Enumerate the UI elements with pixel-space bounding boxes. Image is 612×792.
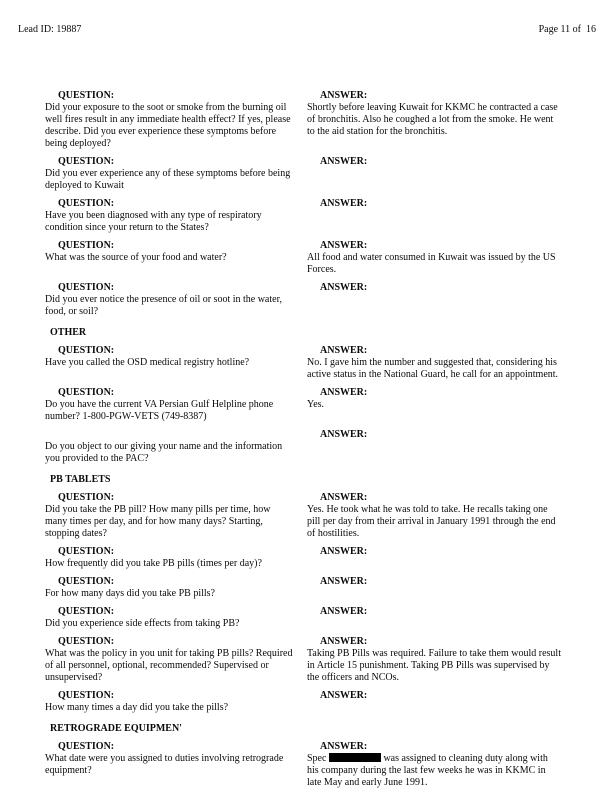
question-label: QUESTION: <box>58 690 115 701</box>
question-label: QUESTION: <box>58 606 115 617</box>
question-cell <box>45 345 295 381</box>
answer-cell <box>307 606 562 630</box>
question-text: How frequently did you take PB pills (times per day)? <box>45 558 262 569</box>
question-cell <box>45 636 295 684</box>
question-text: Did you experience side effects from taking PB? <box>45 618 240 629</box>
question-cell <box>45 282 295 318</box>
answer-text: No. I gave him the number and suggested that, considering his active status in the National Guard, he call for an appointment. <box>307 357 559 380</box>
answer-label: ANSWER: <box>320 282 368 293</box>
question-text: Did you take the PB pill? How many pills per time, how many times per day, and for how many days? Starting, stopping dates? <box>45 504 271 539</box>
answer-label: ANSWER: <box>320 606 368 617</box>
question-text: What date were you assigned to duties involving retrograde equipment? <box>45 753 284 776</box>
answer-label: ANSWER: <box>320 240 368 251</box>
answer-text: Yes. <box>307 399 325 410</box>
qa-row <box>45 606 562 630</box>
answer-label: ANSWER: <box>320 429 368 440</box>
answer-cell <box>307 546 562 570</box>
answer-cell <box>307 636 562 684</box>
answer-cell <box>307 741 562 789</box>
qa-row <box>45 492 562 540</box>
answer-cell <box>307 345 562 381</box>
redaction-bar <box>329 753 381 762</box>
section-heading: PB TABLETS <box>50 474 111 485</box>
question-text: Did you ever experience any of these symptoms before being deployed to Kuwait <box>45 168 291 191</box>
answer-cell <box>307 240 562 276</box>
lead-id: Lead ID: 19887 <box>18 24 82 35</box>
question-text: How many times a day did you take the pills? <box>45 702 229 713</box>
qa-row <box>45 690 562 714</box>
answer-cell <box>307 492 562 540</box>
question-text: Do you object to our giving your name and the information you provided to the PAC? <box>45 441 283 464</box>
answer-label: ANSWER: <box>320 636 368 647</box>
answer-label: ANSWER: <box>320 387 368 398</box>
question-label: QUESTION: <box>58 282 115 293</box>
qa-row <box>45 546 562 570</box>
question-cell <box>45 90 295 150</box>
question-label: QUESTION: <box>58 240 115 251</box>
page-header <box>18 24 596 36</box>
question-label: QUESTION: <box>58 345 115 356</box>
question-label: QUESTION: <box>58 546 115 557</box>
qa-row <box>45 429 562 465</box>
question-cell <box>45 429 295 465</box>
answer-text: Taking PB Pills was required. Failure to take them would result in Article 15 punishment. Taking PB Pills was supervised by the officers and NCOs. <box>307 648 561 683</box>
question-text: Did your exposure to the soot or smoke from the burning oil well fires result in any immediate health effect? If yes, please describe. Did you ever experience these symptoms before being deployed? <box>45 102 291 149</box>
question-text: Do you have the current VA Persian Gulf Helpline phone number? 1-800-PGW-VETS (749-8387) <box>45 399 274 422</box>
question-cell <box>45 741 295 789</box>
qa-row <box>45 576 562 600</box>
section-heading: OTHER <box>50 327 87 338</box>
question-label: QUESTION: <box>58 576 115 587</box>
question-cell <box>45 156 295 192</box>
question-cell <box>45 198 295 234</box>
answer-cell <box>307 90 562 150</box>
qa-row <box>45 282 562 318</box>
answer-label: ANSWER: <box>320 741 368 752</box>
answer-cell <box>307 429 562 465</box>
answer-cell <box>307 282 562 318</box>
answer-text: Yes. He took what he was told to take. He recalls taking one pill per day from their arrival in January 1991 through the end of hostilities. <box>307 504 556 539</box>
question-text: Did you ever notice the presence of oil or soot in the water, food, or soil? <box>45 294 283 317</box>
qa-row <box>45 387 562 423</box>
answer-text: Spec was assigned to cleaning duty along with his company during the last few weeks he was in KKMC in late May and early June 1991. <box>307 753 548 788</box>
question-label: QUESTION: <box>58 90 115 101</box>
question-text: Have you been diagnosed with any type of respiratory condition since your return to the States? <box>45 210 262 233</box>
question-cell <box>45 387 295 423</box>
question-cell <box>45 576 295 600</box>
qa-row <box>45 198 562 234</box>
question-cell <box>45 492 295 540</box>
answer-label: ANSWER: <box>320 345 368 356</box>
question-cell <box>45 546 295 570</box>
qa-row <box>45 240 562 276</box>
qa-row <box>45 636 562 684</box>
answer-cell <box>307 156 562 192</box>
question-cell <box>45 240 295 276</box>
question-text: What was the policy in you unit for taking PB pills? Required of all personnel, optional, recommended? Supervised or unsupervised? <box>45 648 293 683</box>
answer-text: All food and water consumed in Kuwait was issued by the US Forces. <box>307 252 556 275</box>
question-text: What was the source of your food and water? <box>45 252 227 263</box>
answer-label: ANSWER: <box>320 90 368 101</box>
question-label: QUESTION: <box>58 387 115 398</box>
answer-cell <box>307 387 562 423</box>
question-label: QUESTION: <box>58 741 115 752</box>
question-label: QUESTION: <box>58 492 115 503</box>
question-label: QUESTION: <box>58 156 115 167</box>
question-cell <box>45 606 295 630</box>
question-label: QUESTION: <box>58 636 115 647</box>
answer-label: ANSWER: <box>320 546 368 557</box>
answer-cell <box>307 576 562 600</box>
answer-cell <box>307 198 562 234</box>
question-text: For how many days did you take PB pills? <box>45 588 215 599</box>
answer-label: ANSWER: <box>320 690 368 701</box>
question-label <box>45 429 295 441</box>
qa-row <box>45 741 562 789</box>
answer-text: Shortly before leaving Kuwait for KKMC he contracted a case of bronchitis. Also he coughed a lot from the smoke. He went to the aid station for the bronchitis. <box>307 102 558 137</box>
answer-label: ANSWER: <box>320 198 368 209</box>
section-heading: RETROGRADE EQUIPMEN' <box>50 723 182 734</box>
answer-label: ANSWER: <box>320 156 368 167</box>
answer-label: ANSWER: <box>320 492 368 503</box>
qa-row <box>45 156 562 192</box>
answer-label: ANSWER: <box>320 576 368 587</box>
page-number: Page 11 of 16 <box>538 24 596 35</box>
answer-cell <box>307 690 562 714</box>
question-cell <box>45 690 295 714</box>
question-label: QUESTION: <box>58 198 115 209</box>
qa-row <box>45 90 562 150</box>
qa-row <box>45 345 562 381</box>
question-text: Have you called the OSD medical registry hotline? <box>45 357 250 368</box>
